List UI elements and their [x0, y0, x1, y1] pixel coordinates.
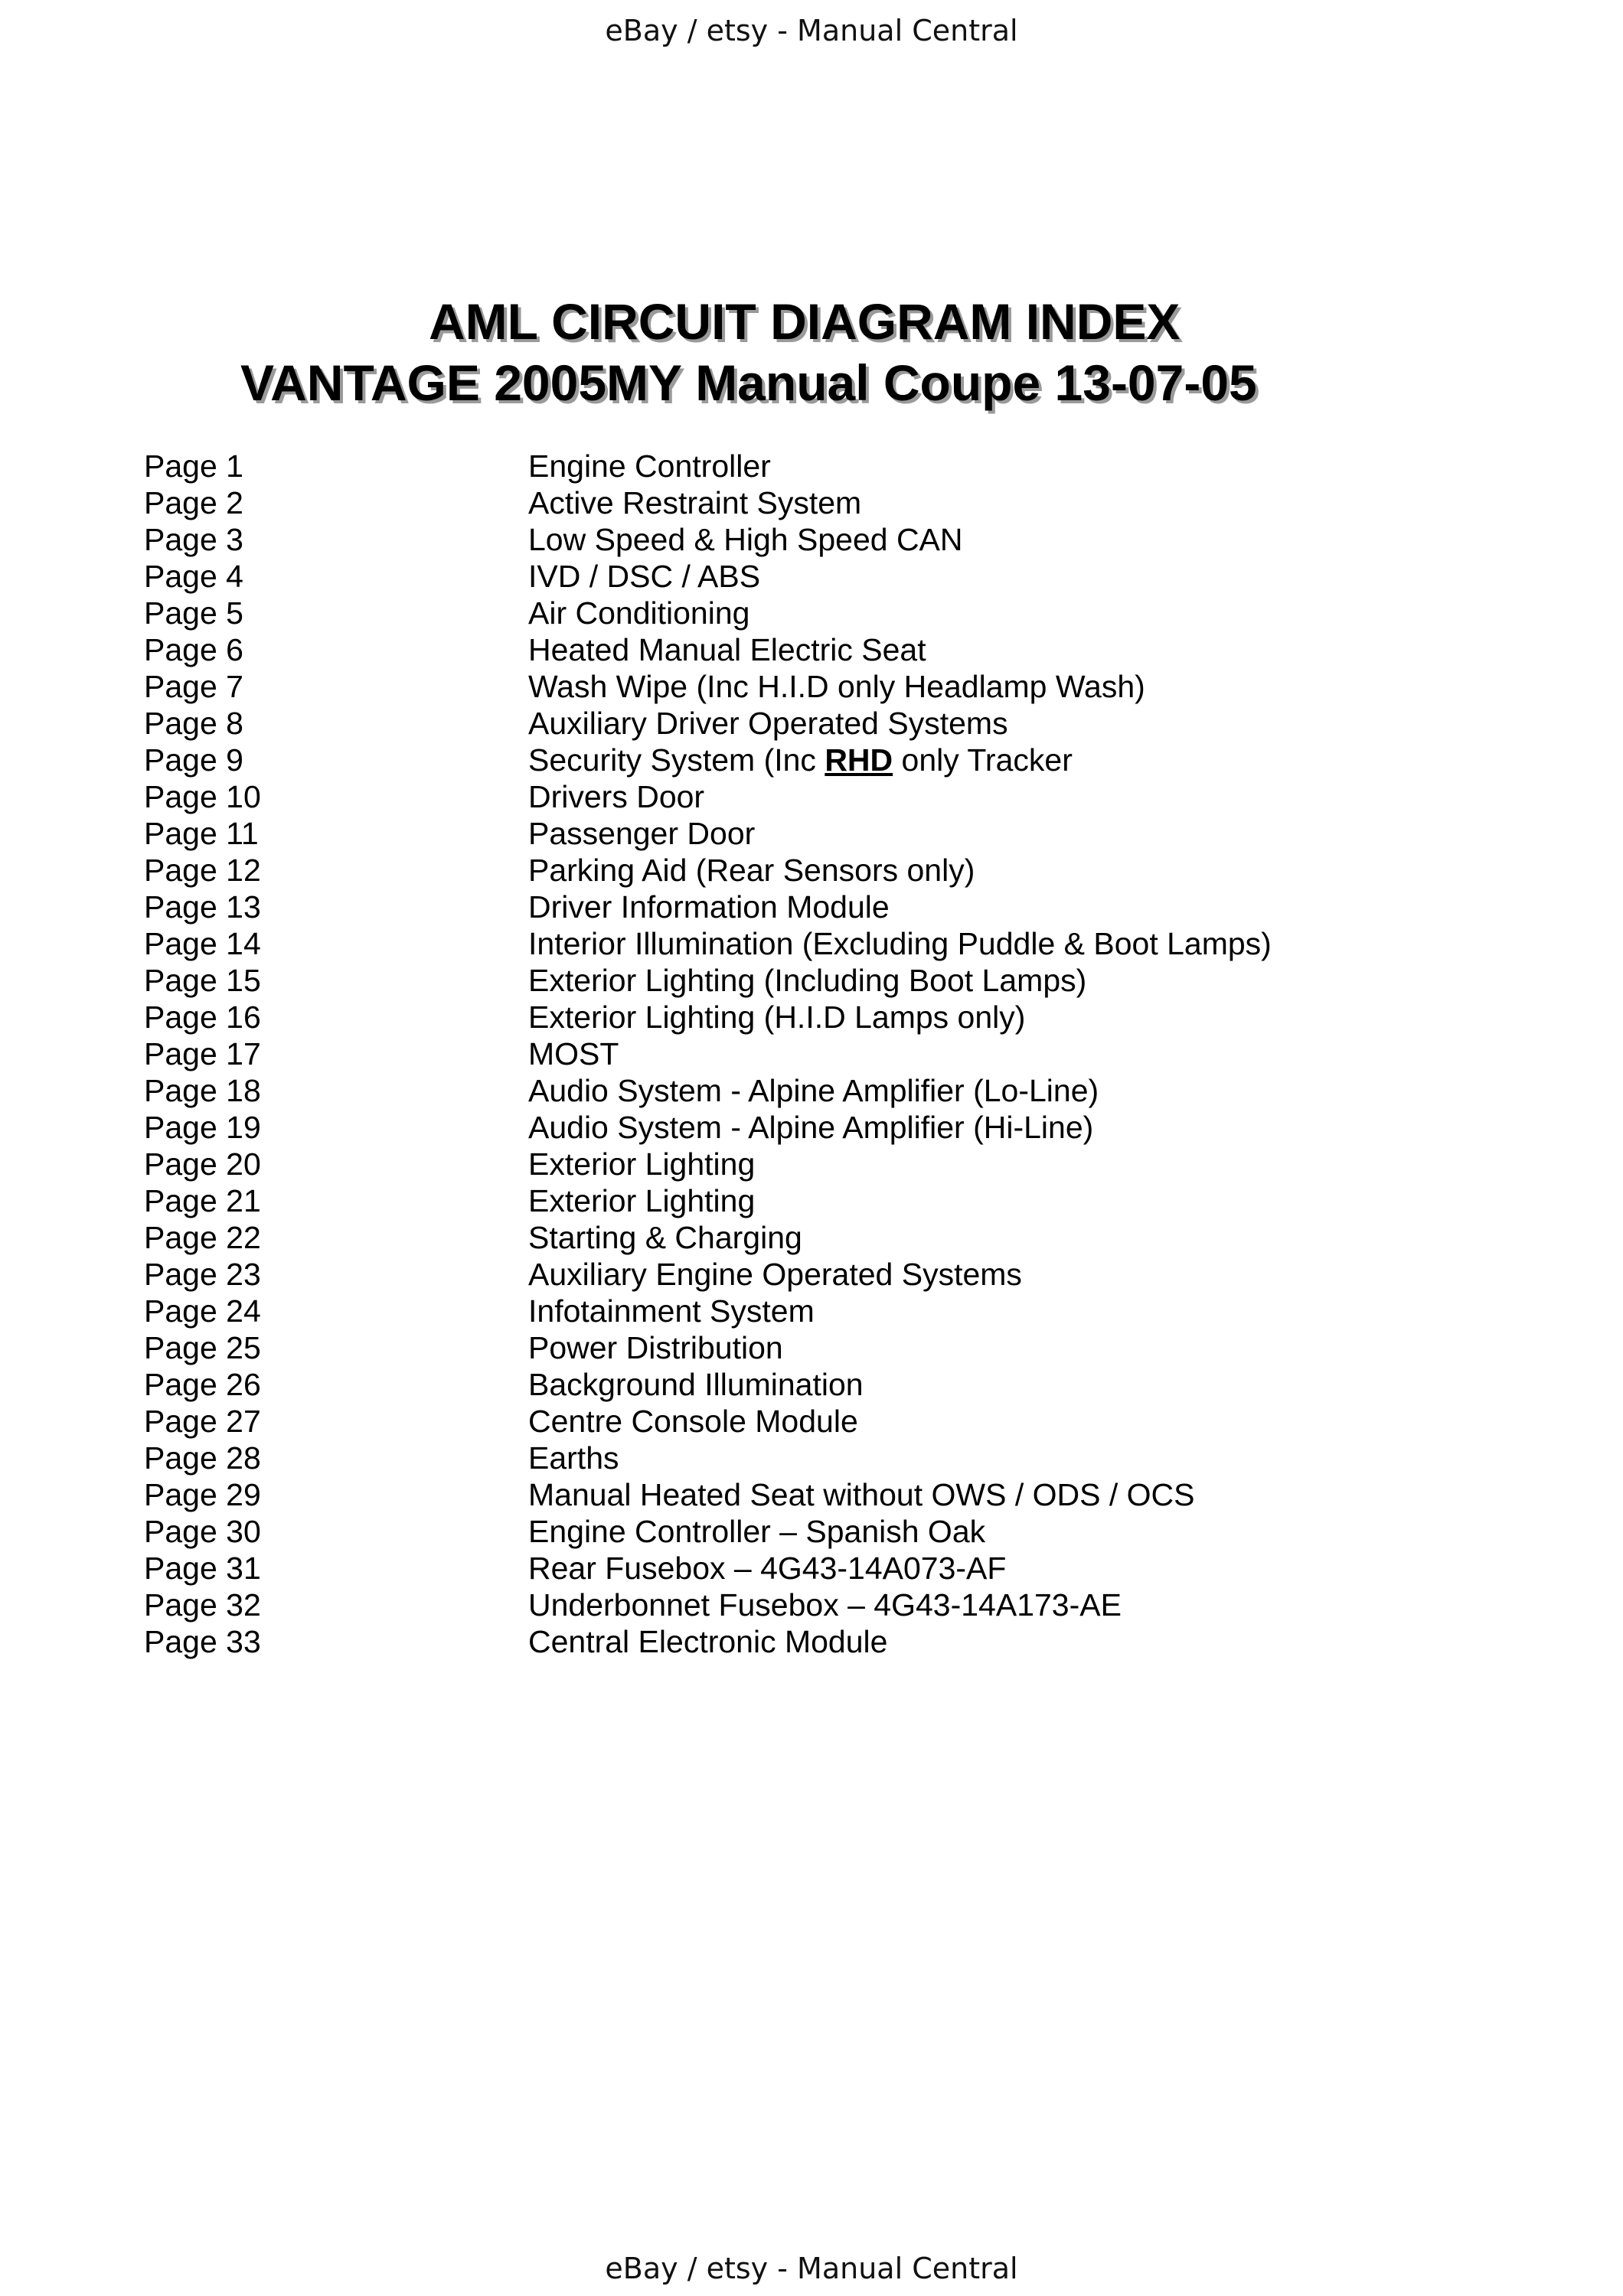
index-row-5	[144, 595, 1522, 631]
index-row-6	[144, 631, 1522, 668]
page-number: Page 11	[144, 816, 259, 851]
index-row-2	[144, 484, 1522, 521]
page-number: Page 15	[144, 963, 261, 998]
diagram-title: Centre Console Module	[528, 1404, 858, 1439]
diagram-title: Underbonnet Fusebox – 4G43-14A173-AE	[528, 1587, 1122, 1623]
page-number: Page 25	[144, 1330, 261, 1365]
diagram-title: Rear Fusebox – 4G43-14A073-AF	[528, 1551, 1007, 1586]
index-row-31	[144, 1550, 1522, 1587]
page-number: Page 16	[144, 1000, 261, 1035]
diagram-title: MOST	[528, 1036, 619, 1071]
page-number: Page 18	[144, 1073, 261, 1108]
diagram-title: Parking Aid (Rear Sensors only)	[528, 853, 975, 888]
diagram-title: Exterior Lighting	[528, 1146, 756, 1182]
diagram-title	[528, 742, 1073, 778]
index-row-9	[144, 742, 1522, 778]
page-number: Page 30	[144, 1514, 261, 1549]
diagram-index-list	[144, 448, 1522, 1660]
index-row-14	[144, 925, 1522, 962]
page-number: Page 14	[144, 926, 261, 961]
rhd-emphasis: RHD	[825, 742, 893, 778]
page-number: Page 17	[144, 1036, 261, 1071]
index-row-7	[144, 668, 1522, 705]
page-number: Page 24	[144, 1293, 261, 1329]
diagram-title: Audio System - Alpine Amplifier (Hi-Line)	[528, 1110, 1094, 1145]
page-number: Page 8	[144, 706, 243, 741]
diagram-title: Starting & Charging	[528, 1220, 802, 1255]
page-number: Page 29	[144, 1477, 261, 1512]
diagram-title: Central Electronic Module	[528, 1624, 888, 1659]
page-number: Page 2	[144, 485, 243, 520]
diagram-title-prefix: Security System (Inc	[528, 742, 825, 778]
diagram-title: Exterior Lighting (Including Boot Lamps)	[528, 963, 1087, 998]
page-number: Page 33	[144, 1624, 261, 1659]
page-number: Page 4	[144, 559, 243, 594]
header-note: eBay / etsy - Manual Central	[605, 14, 1018, 47]
diagram-title: Active Restraint System	[528, 485, 862, 520]
diagram-title: Engine Controller – Spanish Oak	[528, 1514, 986, 1549]
page-number: Page 7	[144, 669, 243, 704]
diagram-title: Auxiliary Driver Operated Systems	[528, 706, 1008, 741]
page-number: Page 10	[144, 779, 261, 814]
diagram-title: Exterior Lighting (H.I.D Lamps only)	[528, 1000, 1026, 1035]
page-number: Page 32	[144, 1587, 261, 1623]
index-row-10	[144, 778, 1522, 815]
diagram-title: Passenger Door	[528, 816, 756, 851]
diagram-title: Heated Manual Electric Seat	[528, 632, 926, 667]
index-row-15	[144, 962, 1522, 999]
diagram-title: Power Distribution	[528, 1330, 783, 1365]
page-number: Page 26	[144, 1367, 261, 1402]
index-row-18	[144, 1072, 1522, 1109]
diagram-title: IVD / DSC / ABS	[528, 559, 761, 594]
page-number: Page 5	[144, 595, 243, 631]
index-row-32	[144, 1587, 1522, 1623]
diagram-title: Infotainment System	[528, 1293, 815, 1329]
diagram-title: Low Speed & High Speed CAN	[528, 522, 963, 557]
index-row-21	[144, 1182, 1522, 1219]
index-row-28	[144, 1440, 1522, 1476]
index-row-22	[144, 1219, 1522, 1256]
index-row-1	[144, 448, 1522, 484]
page-number: Page 21	[144, 1183, 261, 1218]
diagram-title: Driver Information Module	[528, 889, 890, 925]
diagram-title: Air Conditioning	[528, 595, 750, 631]
page-number: Page 28	[144, 1440, 261, 1476]
page-number: Page 1	[144, 448, 243, 484]
index-row-30	[144, 1513, 1522, 1550]
index-row-4	[144, 558, 1522, 595]
page-number: Page 27	[144, 1404, 261, 1439]
diagram-title: Earths	[528, 1440, 619, 1476]
footer-note: eBay / etsy - Manual Central	[605, 2252, 1018, 2285]
index-row-16	[144, 999, 1522, 1035]
diagram-title: Engine Controller	[528, 448, 771, 484]
diagram-title: Drivers Door	[528, 779, 705, 814]
index-row-29	[144, 1476, 1522, 1513]
diagram-title: Audio System - Alpine Amplifier (Lo-Line)	[528, 1073, 1099, 1108]
index-row-3	[144, 521, 1522, 558]
page-number: Page 3	[144, 522, 243, 557]
page-number: Page 20	[144, 1146, 261, 1182]
index-row-8	[144, 705, 1522, 742]
diagram-title: Exterior Lighting	[528, 1183, 756, 1218]
diagram-title-suffix: only Tracker	[893, 742, 1073, 778]
page-number: Page 13	[144, 889, 261, 925]
index-row-17	[144, 1035, 1522, 1072]
diagram-title: Wash Wipe (Inc H.I.D only Headlamp Wash)	[528, 669, 1145, 704]
page-number: Page 9	[144, 742, 243, 778]
page-number: Page 12	[144, 853, 261, 888]
page-number: Page 31	[144, 1551, 261, 1586]
index-row-20	[144, 1146, 1522, 1182]
page-number: Page 23	[144, 1257, 261, 1292]
index-row-19	[144, 1109, 1522, 1146]
index-row-27	[144, 1403, 1522, 1440]
diagram-title: Auxiliary Engine Operated Systems	[528, 1257, 1022, 1292]
diagram-title: Manual Heated Seat without OWS / ODS / OCS	[528, 1477, 1195, 1512]
index-row-11	[144, 815, 1522, 852]
page-number: Page 19	[144, 1110, 261, 1145]
index-row-12	[144, 852, 1522, 889]
title-line-2: VANTAGE 2005MY Manual Coupe 13-07-05	[240, 354, 1257, 411]
index-row-23	[144, 1256, 1522, 1293]
index-row-26	[144, 1366, 1522, 1403]
diagram-title: Interior Illumination (Excluding Puddle & Boot Lamps)	[528, 926, 1272, 961]
title-line-1: AML CIRCUIT DIAGRAM INDEX	[429, 293, 1181, 350]
diagram-title: Background Illumination	[528, 1367, 864, 1402]
index-row-13	[144, 889, 1522, 925]
index-row-25	[144, 1329, 1522, 1366]
page-number: Page 6	[144, 632, 243, 667]
index-row-24	[144, 1293, 1522, 1329]
index-row-33	[144, 1623, 1522, 1660]
page-number: Page 22	[144, 1220, 261, 1255]
